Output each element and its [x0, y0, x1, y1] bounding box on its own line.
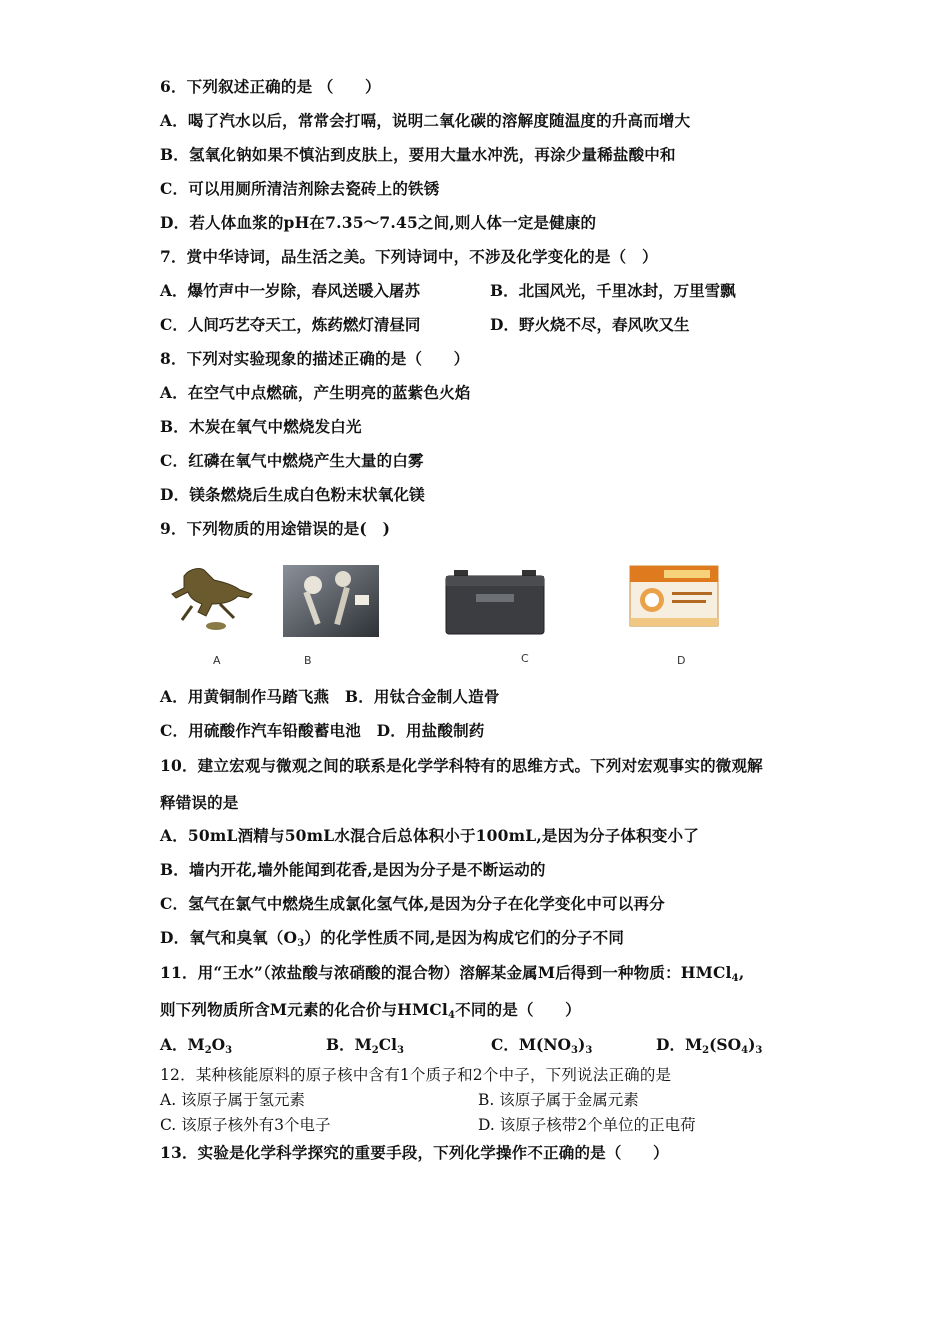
- image-label-d: D: [677, 654, 686, 667]
- q10-option-b: B．墙内开花,墙外能闻到花香,是因为分子是不断运动的: [160, 860, 546, 879]
- q10-option-c: C．氢气在氯气中燃烧生成氯化氢气体,是因为分子在化学变化中可以再分: [160, 894, 665, 913]
- q7-option-d: D．野火烧不尽，春风吹又生: [490, 315, 690, 334]
- q11-option-d: D．$M_2(SO_4)_3$: [656, 1035, 763, 1056]
- titanium-bone-image: [283, 565, 379, 637]
- medicine-box-image: [628, 562, 720, 630]
- q11-stem-line1: 11．用“王水”（浓盐酸与浓硝酸的混合物）溶解某金属M后得到一种物质：HMCl$_4$,: [160, 963, 745, 984]
- q9-stem: 9．下列物质的用途错误的是( ): [160, 519, 391, 538]
- q12-option-b: B. 该原子属于金属元素: [478, 1091, 639, 1109]
- q7-stem: 7．赏中华诗词，品生活之美。下列诗词中，不涉及化学变化的是（ ）: [160, 247, 658, 266]
- q12-option-c: C. 该原子核外有3个电子: [160, 1116, 331, 1134]
- horse-statue-icon: [162, 558, 262, 638]
- q8-option-a: A．在空气中点燃硫，产生明亮的蓝紫色火焰: [160, 383, 471, 402]
- q6-option-b: B．氢氧化钠如果不慎沾到皮肤上，要用大量水冲洗，再涂少量稀盐酸中和: [160, 145, 676, 164]
- q8-option-c: C．红磷在氧气中燃烧产生大量的白雾: [160, 451, 424, 470]
- q11-option-c: C．$M(NO_3)_3$: [491, 1035, 593, 1056]
- q9-options-line1: A．用黄铜制作马踏飞燕 B．用钛合金制人造骨: [160, 687, 500, 706]
- q10-option-a: A．50mL酒精与50mL水混合后总体积小于100mL,是因为分子体积变小了: [160, 826, 699, 845]
- q11-stem-line2: 则下列物质所含M元素的化合价与HMCl$_4$不同的是（ ）: [160, 1000, 581, 1021]
- q7-option-a: A．爆竹声中一岁除，春风送暖入屠苏: [160, 281, 421, 300]
- image-label-b: B: [304, 654, 312, 667]
- image-label-a: A: [213, 654, 221, 667]
- q7-option-b: B．北国风光，千里冰封，万里雪飘: [490, 281, 736, 300]
- q10-stem-line1: 10．建立宏观与微观之间的联系是化学学科特有的思维方式。下列对宏观事实的微观解: [160, 756, 763, 775]
- battery-icon: [440, 566, 550, 638]
- q11-option-b: B．$M_2Cl_3$: [326, 1035, 404, 1056]
- q6-option-d: D．若人体血浆的pH在7.35～7.45之间,则人体一定是健康的: [160, 213, 597, 232]
- bone-implant-icon: [283, 565, 379, 637]
- medicine-box-icon: [628, 562, 720, 630]
- q7-option-c: C．人间巧艺夺天工，炼药燃灯清昼同: [160, 315, 421, 334]
- q9-options-line2: C．用硫酸作汽车铅酸蓄电池 D．用盐酸制药: [160, 721, 485, 740]
- q12-option-d: D. 该原子核带2个单位的正电荷: [478, 1116, 696, 1134]
- image-label-c: C: [521, 652, 529, 665]
- q11-option-a: A．$M_2O_3$: [160, 1035, 233, 1056]
- q12-option-a: A. 该原子属于氢元素: [160, 1091, 306, 1109]
- q8-stem: 8．下列对实验现象的描述正确的是（ ）: [160, 349, 470, 368]
- q10-stem-line2: 释错误的是: [160, 793, 239, 812]
- q12-stem: 12．某种核能原料的原子核中含有1个质子和2个中子，下列说法正确的是: [160, 1066, 672, 1084]
- q8-option-b: B．木炭在氧气中燃烧发白光: [160, 417, 362, 436]
- lead-acid-battery-image: [440, 566, 550, 638]
- q6-option-a: A．喝了汽水以后，常常会打嗝，说明二氧化碳的溶解度随温度的升高而增大: [160, 111, 691, 130]
- q13-stem: 13．实验是化学科学探究的重要手段，下列化学操作不正确的是（ ）: [160, 1143, 669, 1162]
- horse-statue-image: [162, 558, 262, 638]
- q10-option-d: D．氧气和臭氧$(O_3)$的化学性质不同,是因为构成它们的分子不同: [160, 928, 625, 949]
- q6-option-c: C．可以用厕所清洁剂除去瓷砖上的铁锈: [160, 179, 440, 198]
- q6-stem: 6．下列叙述正确的是 （ ）: [160, 77, 381, 96]
- q8-option-d: D．镁条燃烧后生成白色粉末状氧化镁: [160, 485, 425, 504]
